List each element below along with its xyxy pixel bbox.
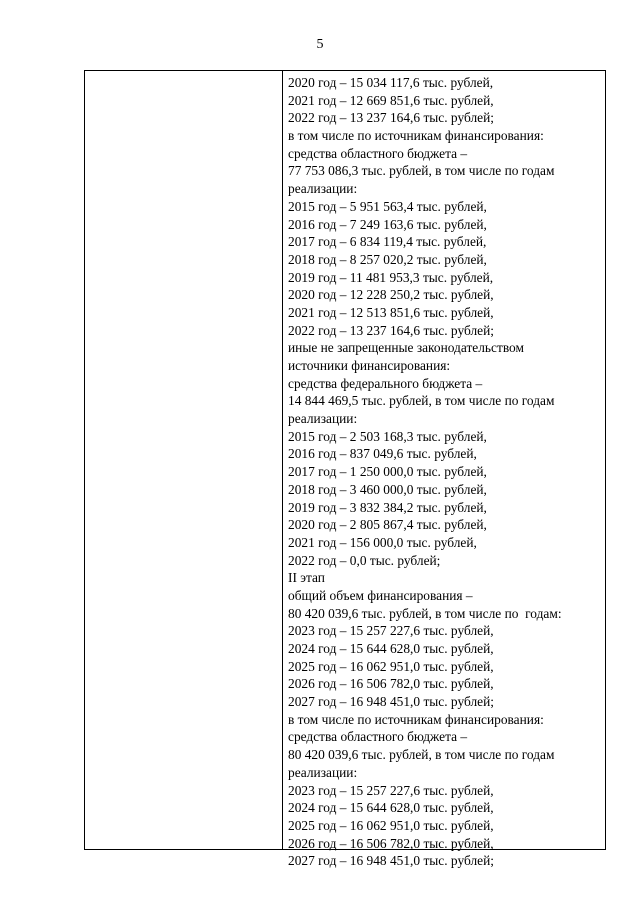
text-line: 2024 год – 15 644 628,0 тыс. рублей, (288, 641, 494, 656)
text-line: 2017 год – 6 834 119,4 тыс. рублей, (288, 234, 487, 250)
text-line: 2024 год – 15 644 628,0 тыс. рублей, (288, 800, 494, 816)
text-line: средства областного бюджета – (288, 145, 468, 161)
text-line: источники финансирования: (288, 358, 451, 373)
text-line: 2025 год – 16 062 951,0 тыс. рублей, (288, 817, 494, 833)
text-line: 2027 год – 16 948 451,0 тыс. рублей; (288, 853, 494, 869)
text-line: 2022 год – 13 237 164,6 тыс. рублей; (288, 322, 494, 338)
text-line: в том числе по источникам финансирования: (288, 711, 544, 727)
table-left-cell (85, 71, 282, 849)
text-line: 2021 год – 156 000,0 тыс. рублей, (288, 534, 477, 550)
text-line: средства областного бюджета – (288, 729, 468, 745)
column-divider (282, 71, 283, 849)
text-line: 2018 год – 3 460 000,0 тыс. рублей, (288, 481, 487, 497)
table-right-cell (288, 71, 604, 869)
text-line: 2016 год – 837 049,6 тыс. рублей, (288, 446, 477, 462)
text-line: 2021 год – 12 669 851,6 тыс. рублей, (288, 92, 494, 108)
text-line: 2023 год – 15 257 227,6 тыс. рублей, (288, 782, 494, 798)
page-number: 5 (316, 37, 324, 52)
text-line: 2016 год – 7 249 163,6 тыс. рублей, (288, 216, 487, 232)
text-line: 2025 год – 16 062 951,0 тыс. рублей, (288, 658, 494, 674)
text-line: 2019 год – 3 832 384,2 тыс. рублей, (288, 499, 487, 515)
text-line: 2019 год – 11 481 953,3 тыс. рублей, (288, 269, 494, 285)
text-line: реализации: (288, 411, 358, 427)
text-line: 2023 год – 15 257 227,6 тыс. рублей, (288, 623, 494, 639)
text-line: 14 844 469,5 тыс. рублей, в том числе по годам (288, 393, 555, 409)
text-line: 2027 год – 16 948 451,0 тыс. рублей; (288, 694, 494, 710)
text-line: 2020 год – 15 034 117,6 тыс. рублей, (288, 75, 494, 90)
text-line: 2022 год – 13 237 164,6 тыс. рублей; (288, 110, 494, 126)
text-line: реализации: (288, 764, 358, 780)
text-line: II этап (288, 570, 325, 586)
text-line: 2020 год – 12 228 250,2 тыс. рублей, (288, 287, 494, 303)
text-line: общий объем финансирования – (288, 587, 473, 603)
text-line: 2026 год – 16 506 782,0 тыс. рублей, (288, 835, 494, 851)
text-line: 80 420 039,6 тыс. рублей, в том числе по годам (288, 747, 555, 763)
text-line: средства федерального бюджета – (288, 375, 483, 391)
text-line: 2015 год – 2 503 168,3 тыс. рублей, (288, 428, 487, 444)
funding-table (84, 70, 606, 869)
text-line: 77 753 086,3 тыс. рублей, в том числе по годам (288, 163, 555, 179)
text-line: 2018 год – 8 257 020,2 тыс. рублей, (288, 251, 487, 267)
text-line: 2022 год – 0,0 тыс. рублей; (288, 552, 441, 568)
text-line: в том числе по источникам финансирования: (288, 128, 544, 144)
text-line: 2026 год – 16 506 782,0 тыс. рублей, (288, 676, 494, 692)
text-line: иные не запрещенные законодательством (288, 340, 524, 356)
text-line: 2015 год – 5 951 563,4 тыс. рублей, (288, 198, 487, 214)
text-line: 2020 год – 2 805 867,4 тыс. рублей, (288, 517, 487, 533)
text-line: 2021 год – 12 513 851,6 тыс. рублей, (288, 304, 494, 320)
text-line: реализации: (288, 181, 358, 197)
text-line: 2017 год – 1 250 000,0 тыс. рублей, (288, 464, 487, 480)
text-line: 80 420 039,6 тыс. рублей, в том числе по годам: (288, 605, 562, 621)
